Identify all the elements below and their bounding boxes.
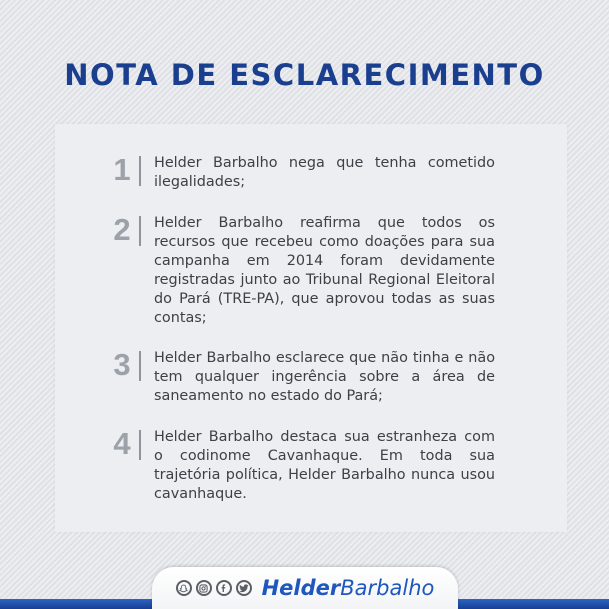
brand-last-name: Barbalho: [340, 576, 435, 600]
instagram-icon[interactable]: [196, 580, 212, 596]
item-divider: [139, 156, 141, 186]
item-text: Helder Barbalho destaca sua estranheza com o codinome Cavanhaque. Em toda sua trajetória política, Helder Barbalho nunca usou cavanhaque.: [154, 429, 495, 502]
item-divider: [139, 351, 141, 381]
twitter-icon[interactable]: [236, 580, 252, 596]
item-divider: [139, 216, 141, 246]
item-number: 3: [113, 347, 131, 382]
item-text: Helder Barbalho esclarece que não tinha e não tem qualquer ingerência sobre a área de saneamento no estado do Pará;: [154, 350, 495, 404]
item-text: Helder Barbalho reafirma que todos os recursos que recebeu como doações para sua campanha em 2014 foram devidamente registradas junto ao Tribunal Regional Eleitoral do Pará (TRE-PA), que aprovou todas as suas contas;: [154, 215, 495, 326]
item-number: 4: [113, 426, 131, 461]
snapchat-icon[interactable]: [176, 580, 192, 596]
page-title: NOTA DE ESCLARECIMENTO: [64, 58, 545, 92]
item-number: 1: [113, 152, 131, 187]
brand-logo: [262, 576, 435, 600]
item-divider: [139, 430, 141, 460]
facebook-icon[interactable]: [216, 580, 232, 596]
statement-panel: [55, 124, 567, 532]
item-number: 2: [113, 212, 131, 247]
item-text: Helder Barbalho nega que tenha cometido ilegalidades;: [154, 155, 495, 190]
brand-first-name: Helder: [261, 576, 341, 600]
footer-social-bar: [152, 567, 458, 609]
